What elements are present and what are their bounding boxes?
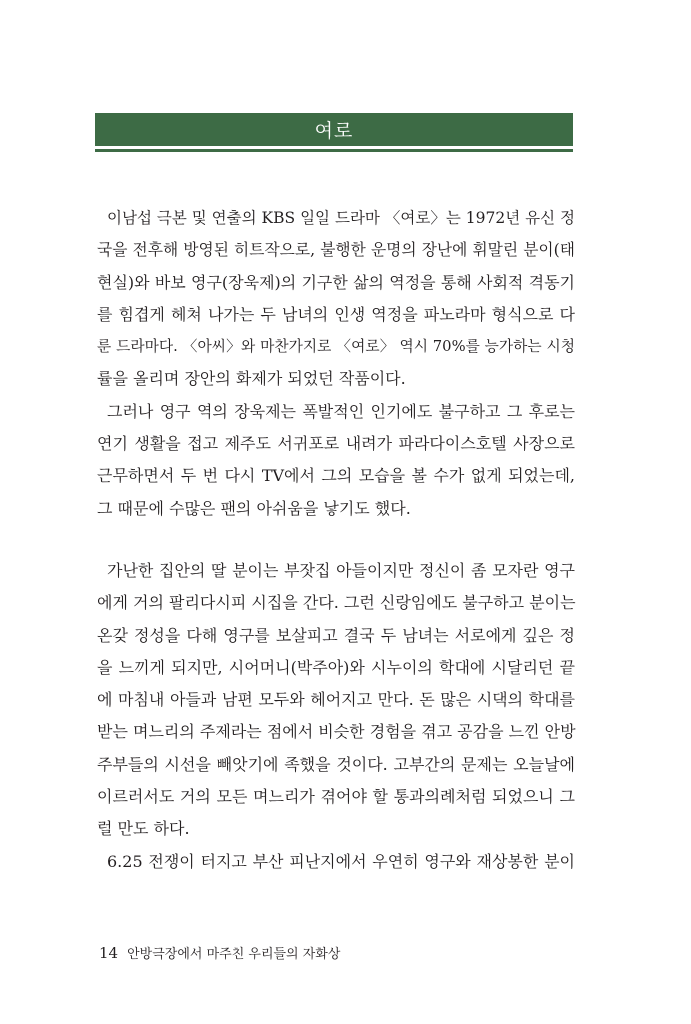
chapter-title: 여로 bbox=[314, 120, 354, 142]
body-text bbox=[97, 202, 575, 878]
paragraph-1 bbox=[97, 202, 575, 396]
text-line: 현실)와 바보 영구(장욱제)의 기구한 삶의 역정을 통해 사회적 격동기 bbox=[97, 272, 575, 292]
text-line: 률을 올리며 장안의 화제가 되었던 작품이다. bbox=[97, 369, 406, 389]
text-line: 에게 거의 팔리다시피 시집을 간다. 그런 신랑임에도 불구하고 분이는 bbox=[97, 593, 576, 613]
page-number: 14 bbox=[99, 944, 119, 962]
text-line: 에 마침내 아들과 남편 모두와 헤어지고 만다. 돈 많은 시댁의 학대를 bbox=[97, 690, 575, 710]
text-line: 받는 며느리의 주제라는 점에서 비슷한 경험을 겪고 공감을 느낀 안방 bbox=[97, 722, 576, 742]
text-line: 이르러서도 거의 모든 며느리가 겪어야 할 통과의례처럼 되었으니 그 bbox=[97, 787, 575, 807]
running-title: 안방극장에서 마주친 우리들의 자화상 bbox=[127, 947, 341, 962]
text-line: 주부들의 시선을 빼앗기에 족했을 것이다. 고부간의 문제는 오늘날에 bbox=[97, 754, 575, 774]
text-line: 을 느끼게 되지만, 시어머니(박주아)와 시누이의 학대에 시달리던 끝 bbox=[97, 657, 575, 677]
text-line: 그 때문에 수많은 팬의 아쉬움을 낳기도 했다. bbox=[97, 498, 411, 518]
title-underline bbox=[95, 149, 573, 152]
text-line: 연기 생활을 접고 제주도 서귀포로 내려가 파라다이스호텔 사장으로 bbox=[97, 434, 575, 454]
paragraph-4 bbox=[97, 846, 575, 878]
text-line: 온갖 정성을 다해 영구를 보살피고 결국 두 남녀는 서로에게 깊은 정 bbox=[97, 625, 575, 645]
page-footer bbox=[99, 943, 340, 962]
text-line: 가난한 집안의 딸 분이는 부잣집 아들이지만 정신이 좀 모자란 영구 bbox=[107, 560, 575, 580]
text-line: 6.25 전쟁이 터지고 부산 피난지에서 우연히 영구와 재상봉한 분이 bbox=[107, 851, 575, 871]
text-line: 룬 드라마다. 〈아씨〉와 마찬가지로 〈여로〉 역시 70%를 능가하는 시청 bbox=[97, 338, 575, 356]
text-line: 를 힘겹게 헤쳐 나가는 두 남녀의 인생 역정을 파노라마 형식으로 다 bbox=[97, 304, 575, 324]
text-line: 국을 전후해 방영된 히트작으로, 불행한 운명의 장난에 휘말린 분이(태 bbox=[97, 240, 575, 260]
text-line: 근무하면서 두 번 다시 TV에서 그의 모습을 볼 수가 없게 되었는데, bbox=[97, 466, 575, 486]
text-line: 그러나 영구 역의 장욱제는 폭발적인 인기에도 불구하고 그 후로는 bbox=[107, 401, 575, 421]
paragraph-3 bbox=[97, 555, 575, 846]
text-line: 럴 만도 하다. bbox=[97, 819, 190, 839]
paragraph-2 bbox=[97, 396, 575, 525]
chapter-title-band bbox=[95, 113, 573, 146]
text-line: 이남섭 극본 및 연출의 KBS 일일 드라마 〈여로〉는 1972년 유신 정 bbox=[107, 209, 575, 227]
